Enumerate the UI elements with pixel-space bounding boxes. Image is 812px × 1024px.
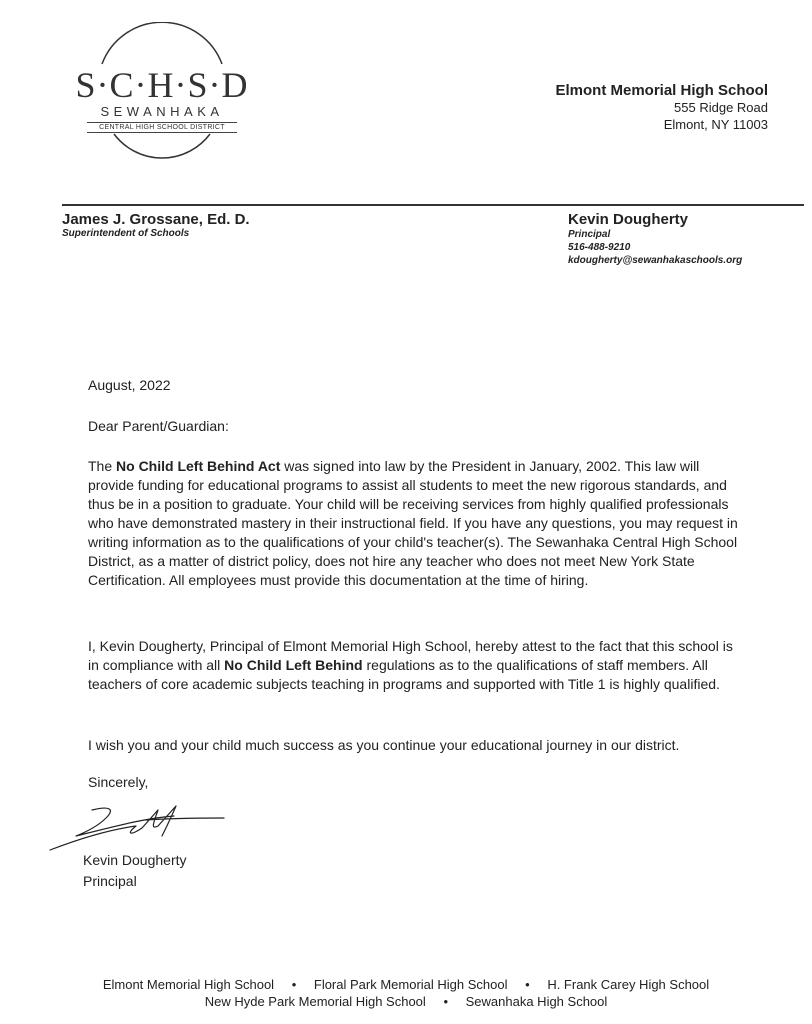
logo-district-subtitle: CENTRAL HIGH SCHOOL DISTRICT <box>87 122 237 133</box>
footer-separator: • <box>443 994 448 1009</box>
superintendent-title: Superintendent of Schools <box>62 228 190 239</box>
district-logo <box>62 22 262 162</box>
superintendent-block <box>62 211 250 239</box>
paragraph-2-intro: I, Kevin Dougherty, Principal of Elmont Memorial High School, hereby attest to the fact that this school is in compliance with all <box>88 638 733 673</box>
letter-paragraph-1 <box>88 457 738 590</box>
logo-district-name: SEWANHAKA <box>100 104 224 119</box>
footer-school: Floral Park Memorial High School <box>313 977 508 992</box>
footer-separator: • <box>291 977 297 992</box>
footer-school: New Hyde Park Memorial High School <box>204 994 426 1009</box>
paragraph-1-body: was signed into law by the President in January, 2002. This law will provide funding for educational programs to assist all students to meet the new rigorous standards, and thus be in a position to graduate. Your child will be receiving services from highly qualified professionals who have demonstrated mastery in their instructional field. If you have any questions, you may request in writing information as to the qualifications of your child's teacher(s). The Sewanhaka Central High School District, as a matter of district policy, does not hire any teacher who does not meet New York State Certification. All employees must provide this documentation at the time of hiring. <box>88 458 738 588</box>
principal-name: Kevin Dougherty <box>568 211 689 228</box>
school-street: 555 Ridge Road <box>674 100 768 115</box>
footer-school: H. Frank Carey High School <box>547 977 710 992</box>
principal-block <box>568 211 742 267</box>
superintendent-name: James J. Grossane, Ed. D. <box>62 211 250 228</box>
handwritten-signature <box>46 796 226 856</box>
footer-separator: • <box>525 977 530 992</box>
school-name: Elmont Memorial High School <box>555 82 768 99</box>
letter-date: August, 2022 <box>88 377 171 393</box>
principal-phone: 516-488-9210 <box>568 242 631 253</box>
principal-title: Principal <box>568 229 611 240</box>
school-address-block <box>555 82 768 133</box>
letter-salutation: Dear Parent/Guardian: <box>88 418 229 434</box>
footer-line-2 <box>0 993 812 1010</box>
signer-name: Kevin Dougherty <box>83 852 187 868</box>
paragraph-1-intro: The <box>88 458 117 474</box>
footer-school: Elmont Memorial High School <box>102 977 275 992</box>
header-divider <box>62 204 804 206</box>
footer-school-list <box>0 976 812 1010</box>
footer-school: Sewanhaka High School <box>465 994 608 1009</box>
logo-abbreviation: S·C·H·S·D <box>75 65 249 105</box>
footer-line-1 <box>0 976 812 993</box>
principal-email[interactable]: kdougherty@sewanhakaschools.org <box>568 255 743 266</box>
signer-title: Principal <box>83 873 137 889</box>
letter-closing: Sincerely, <box>88 774 149 790</box>
paragraph-2-body: regulations as to the qualifications of staff members. All teachers of core academic subjects teaching in programs and supported with Title 1 is highly qualified. <box>88 657 720 692</box>
school-city: Elmont, NY 11003 <box>663 117 768 132</box>
letter-paragraph-3: I wish you and your child much success as you continue your educational journey in our district. <box>88 737 680 753</box>
paragraph-1-act-name: No Child Left Behind Act <box>116 458 281 474</box>
paragraph-2-act-name: No Child Left Behind <box>224 657 363 673</box>
letter-paragraph-2 <box>88 637 738 694</box>
